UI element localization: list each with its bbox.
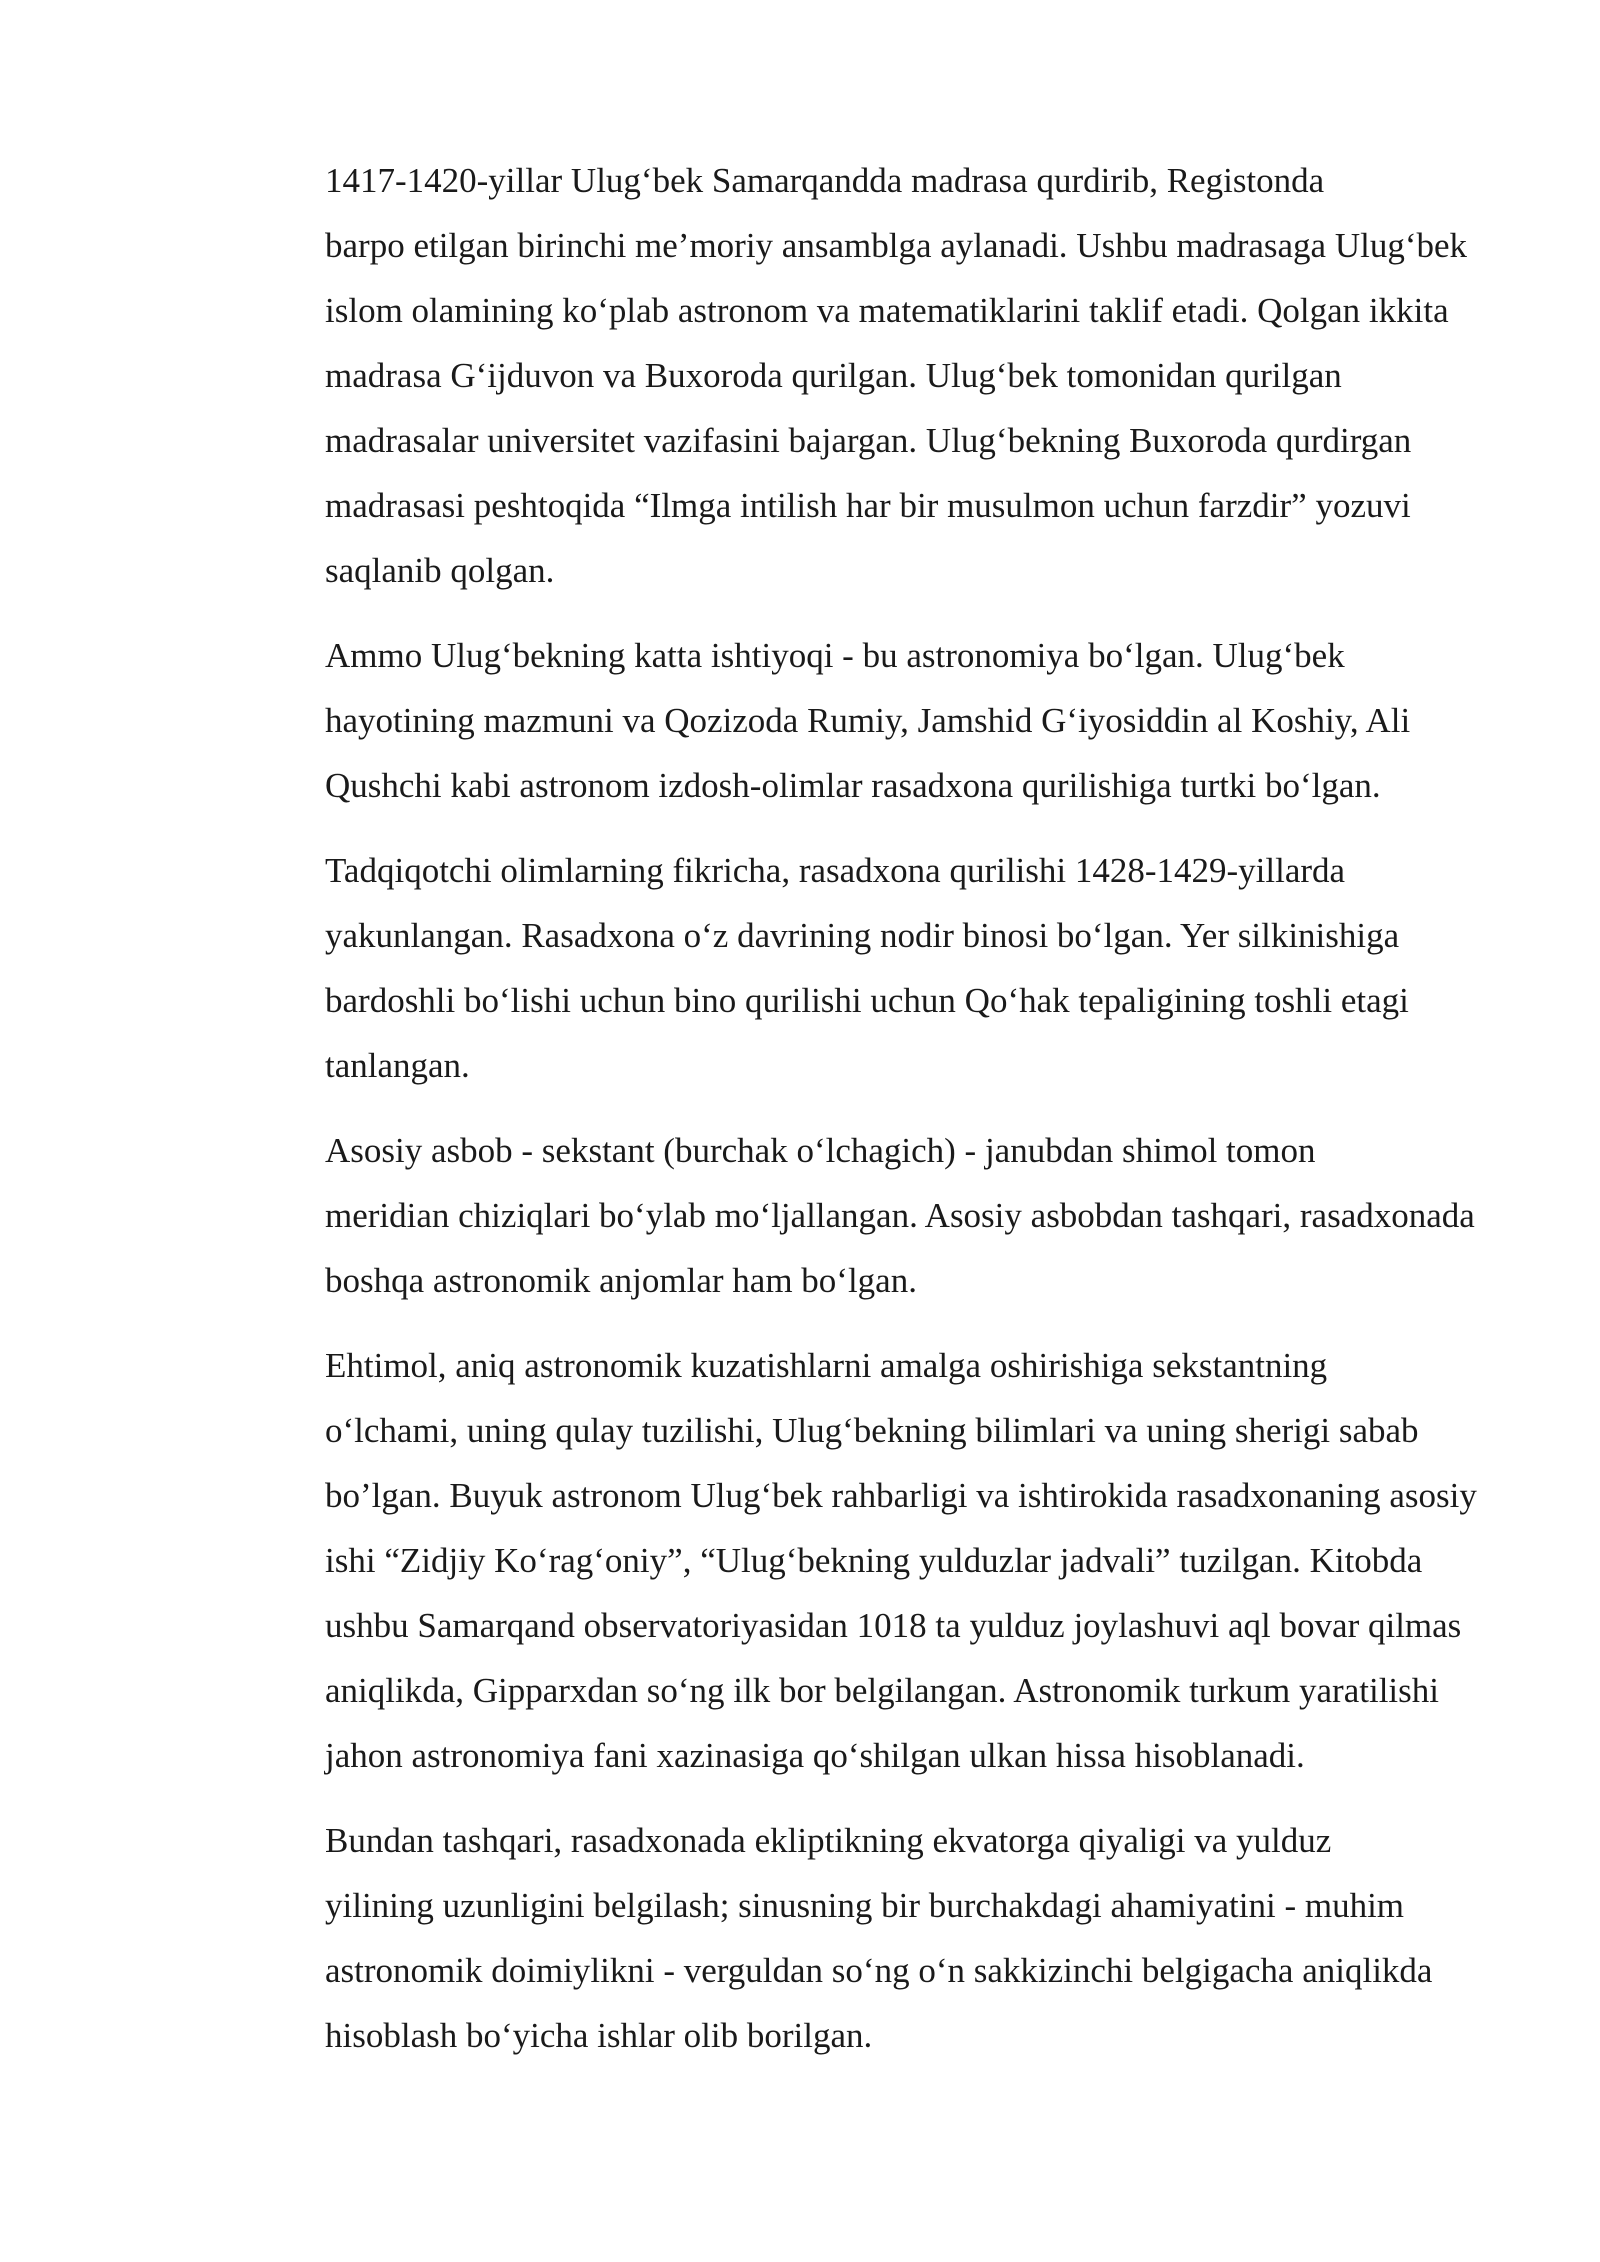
text-line: Bundan tashqari, rasadxonada ekliptikning ekvatorga qiyaligi va yulduz [325, 1821, 1332, 1860]
text-line: madrasa G‘ijduvon va Buxoroda qurilgan. Ulug‘bek tomonidan qurilgan [325, 356, 1342, 395]
text-line: Ammo Ulug‘bekning katta ishtiyoqi - bu astronomiya bo‘lgan. Ulug‘bek [325, 636, 1345, 675]
text-line: jahon astronomiya fani xazinasiga qo‘shilgan ulkan hissa hisoblanadi. [325, 1736, 1305, 1775]
text-line: aniqlikda, Gipparxdan so‘ng ilk bor belgilangan. Astronomik turkum yaratilishi [325, 1671, 1439, 1710]
text-line: bo’lgan. Buyuk astronom Ulug‘bek rahbarligi va ishtirokida rasadxonaning asosiy [325, 1476, 1477, 1515]
text-line: yakunlangan. Rasadxona o‘z davrining nodir binosi bo‘lgan. Yer silkinishiga [325, 916, 1400, 955]
text-line: bardoshli bo‘lishi uchun bino qurilishi uchun Qo‘hak tepaligining toshli etagi [325, 981, 1409, 1020]
paragraph-astronomy-passion [229, 623, 1477, 818]
document-body [229, 148, 1477, 2088]
text-line: madrasasi peshtoqida “Ilmga intilish har bir musulmon uchun farzdir” yozuvi [325, 486, 1411, 525]
text-line: saqlanib qolgan. [325, 551, 555, 590]
text-line: meridian chiziqlari bo‘ylab mo‘ljallangan. Asosiy asbobdan tashqari, rasadxonada [325, 1196, 1475, 1235]
text-line: hisoblash bo‘yicha ishlar olib borilgan. [325, 2016, 873, 2055]
text-line: madrasalar universitet vazifasini bajargan. Ulug‘bekning Buxoroda qurdirgan [325, 421, 1412, 460]
text-line: Ehtimol, aniq astronomik kuzatishlarni amalga oshirishiga sekstantning [325, 1346, 1328, 1385]
text-line: ishi “Zidjiy Ko‘rag‘oniy”, “Ulug‘bekning yulduzlar jadvali” tuzilgan. Kitobda [325, 1541, 1423, 1580]
text-line: hayotining mazmuni va Qozizoda Rumiy, Jamshid G‘iyosiddin al Koshiy, Ali [325, 701, 1411, 740]
text-line: Tadqiqotchi olimlarning fikricha, rasadxona qurilishi 1428-1429-yillarda [325, 851, 1346, 890]
paragraph-star-catalogue [229, 1333, 1477, 1788]
text-line: 1417-1420-yillar Ulug‘bek Samarqandda madrasa qurdirib, Registonda [325, 161, 1325, 200]
text-line: yilining uzunligini belgilash; sinusning bir burchakdagi ahamiyatini - muhim [325, 1886, 1405, 1925]
text-line: islom olamining ko‘plab astronom va matematiklarini taklif etadi. Qolgan ikkita [325, 291, 1449, 330]
text-line: boshqa astronomik anjomlar ham bo‘lgan. [325, 1261, 917, 1300]
text-line: Qushchi kabi astronom izdosh-olimlar rasadxona qurilishiga turtki bo‘lgan. [325, 766, 1381, 805]
paragraph-calculations [229, 1808, 1477, 2068]
text-line: o‘lchami, uning qulay tuzilishi, Ulug‘bekning bilimlari va uning sherigi sabab [325, 1411, 1419, 1450]
paragraph-observatory-construction [229, 838, 1477, 1098]
paragraph-madrasas [229, 148, 1477, 603]
text-line: barpo etilgan birinchi me’moriy ansamblga aylanadi. Ushbu madrasaga Ulug‘bek [325, 226, 1468, 265]
text-line: ushbu Samarqand observatoriyasidan 1018 ta yulduz joylashuvi aql bovar qilmas [325, 1606, 1462, 1645]
text-line: Asosiy asbob - sekstant (burchak o‘lchagich) - janubdan shimol tomon [325, 1131, 1316, 1170]
text-line: tanlangan. [325, 1046, 470, 1085]
paragraph-sextant [229, 1118, 1477, 1313]
text-line: astronomik doimiylikni - verguldan so‘ng o‘n sakkizinchi belgigacha aniqlikda [325, 1951, 1433, 1990]
